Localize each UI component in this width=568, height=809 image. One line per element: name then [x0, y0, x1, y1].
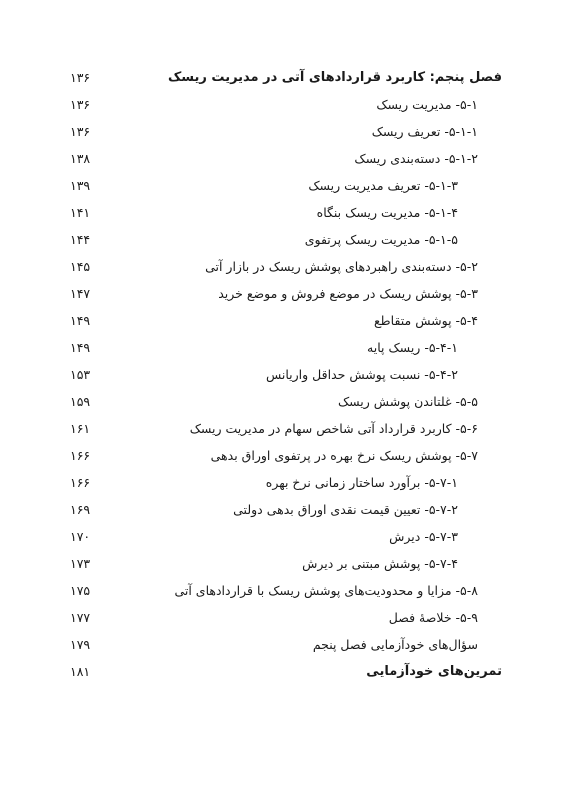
toc-entry-title: ۵-۱-۱- تعریف ریسک — [371, 124, 478, 139]
toc-entry-page-number: ۱۵۳ — [70, 367, 91, 382]
toc-entry — [70, 633, 502, 657]
toc-entry-page-number: ۱۴۷ — [70, 286, 91, 301]
toc-entry-title: ۵-۵- غلتاندن پوشش ریسک — [337, 394, 478, 409]
toc-entry — [70, 66, 502, 90]
toc-entry-title: تمرین‌های خودآزمایی — [366, 664, 502, 679]
toc-entry-title: ۵-۷-۴- پوشش مبتنی بر دیرش — [302, 556, 458, 571]
toc-entry-page-number: ۱۶۹ — [70, 502, 91, 517]
toc-entry-title: ۵-۴-۱- ریسک پایه — [367, 340, 458, 355]
toc-entry — [70, 552, 502, 576]
toc-entry-page-number: ۱۴۹ — [70, 313, 91, 328]
toc-entry — [70, 579, 502, 603]
toc-entry-page-number: ۱۳۶ — [70, 124, 91, 139]
toc-entry-page-number: ۱۴۵ — [70, 259, 91, 274]
toc-entry-title: ۵-۱-۵- مدیریت ریسک پرتفوی — [304, 232, 458, 247]
toc-entry-page-number: ۱۴۱ — [70, 205, 91, 220]
toc-entry-page-number: ۱۷۷ — [70, 610, 91, 625]
toc-entry-page-number: ۱۳۶ — [70, 97, 91, 112]
toc-entry-page-number: ۱۷۰ — [70, 529, 91, 544]
toc-entry — [70, 255, 502, 279]
toc-entry-page-number: ۱۷۳ — [70, 556, 91, 571]
toc-entry-page-number: ۱۳۶ — [70, 70, 91, 85]
toc-entry-page-number: ۱۴۴ — [70, 232, 91, 247]
toc-entry-title: ۵-۳- پوشش ریسک در موضع فروش و موضع خرید — [218, 286, 478, 301]
toc-entry — [70, 93, 502, 117]
toc-entry-page-number: ۱۷۹ — [70, 637, 91, 652]
toc-entry — [70, 174, 502, 198]
toc-entry-title: ۵-۹- خلاصهٔ فصل — [388, 610, 478, 625]
toc-entry-page-number: ۱۶۱ — [70, 421, 91, 436]
toc-entry — [70, 660, 502, 684]
toc-entry-page-number: ۱۷۵ — [70, 583, 91, 598]
toc-entry — [70, 417, 502, 441]
toc-entry-page-number: ۱۳۸ — [70, 151, 91, 166]
toc-entry — [70, 606, 502, 630]
toc-entry-title: ۵-۲- دسته‌بندی راهبردهای پوشش ریسک در بازار آتی — [205, 259, 478, 274]
toc-entry-title: ۵-۷-۳- دیرش — [389, 529, 458, 544]
toc-entry — [70, 336, 502, 360]
toc-entry-title: ۵-۱-۳- تعریف مدیریت ریسک — [308, 178, 458, 193]
toc-entry-page-number: ۱۵۹ — [70, 394, 91, 409]
toc-entry — [70, 120, 502, 144]
toc-entry — [70, 498, 502, 522]
toc-entry — [70, 228, 502, 252]
toc-entry-title: ۵-۷- پوشش ریسک نرخ بهره در پرتفوی اوراق بدهی — [210, 448, 478, 463]
toc-entry-title: ۵-۴- پوشش متقاطع — [374, 313, 478, 328]
toc-entry — [70, 282, 502, 306]
toc-entry — [70, 363, 502, 387]
toc-entry-title: ۵-۱-۴- مدیریت ریسک بنگاه — [316, 205, 458, 220]
toc-entry — [70, 390, 502, 414]
toc-entry-page-number: ۱۴۹ — [70, 340, 91, 355]
toc-entry-page-number: ۱۶۶ — [70, 448, 91, 463]
toc-entry-title: ۵-۸- مزایا و محدودیت‌های پوشش ریسک با قراردادهای آتی — [174, 583, 478, 598]
toc-entry-title: ۵-۴-۲- نسبت پوشش حداقل واریانس — [265, 367, 458, 382]
toc-entry — [70, 525, 502, 549]
toc-entry-title: ۵-۱-۲- دسته‌بندی ریسک — [354, 151, 478, 166]
toc-entry-title: ۵-۷-۲- تعیین قیمت نقدی اوراق بدهی دولتی — [233, 502, 458, 517]
toc-entry — [70, 201, 502, 225]
toc-entry — [70, 471, 502, 495]
toc-entry-page-number: ۱۸۱ — [70, 664, 91, 679]
toc-entry-title: ۵-۱- مدیریت ریسک — [376, 97, 478, 112]
toc-entry-page-number: ۱۳۹ — [70, 178, 91, 193]
toc-entry — [70, 147, 502, 171]
toc-entry-title: ۵-۶- کاربرد قرارداد آتی شاخص سهام در مدیریت ریسک — [189, 421, 478, 436]
toc-entry-page-number: ۱۶۶ — [70, 475, 91, 490]
toc-entry-title: فصل پنجم: کاربرد قراردادهای آتی در مدیریت ریسک — [168, 70, 502, 85]
toc-entry-title: ۵-۷-۱- برآورد ساختار زمانی نرخ بهره — [265, 475, 458, 490]
toc-entry — [70, 309, 502, 333]
toc-entry — [70, 444, 502, 468]
toc-entry-title: سؤال‌های خودآزمایی فصل پنجم — [312, 637, 478, 652]
